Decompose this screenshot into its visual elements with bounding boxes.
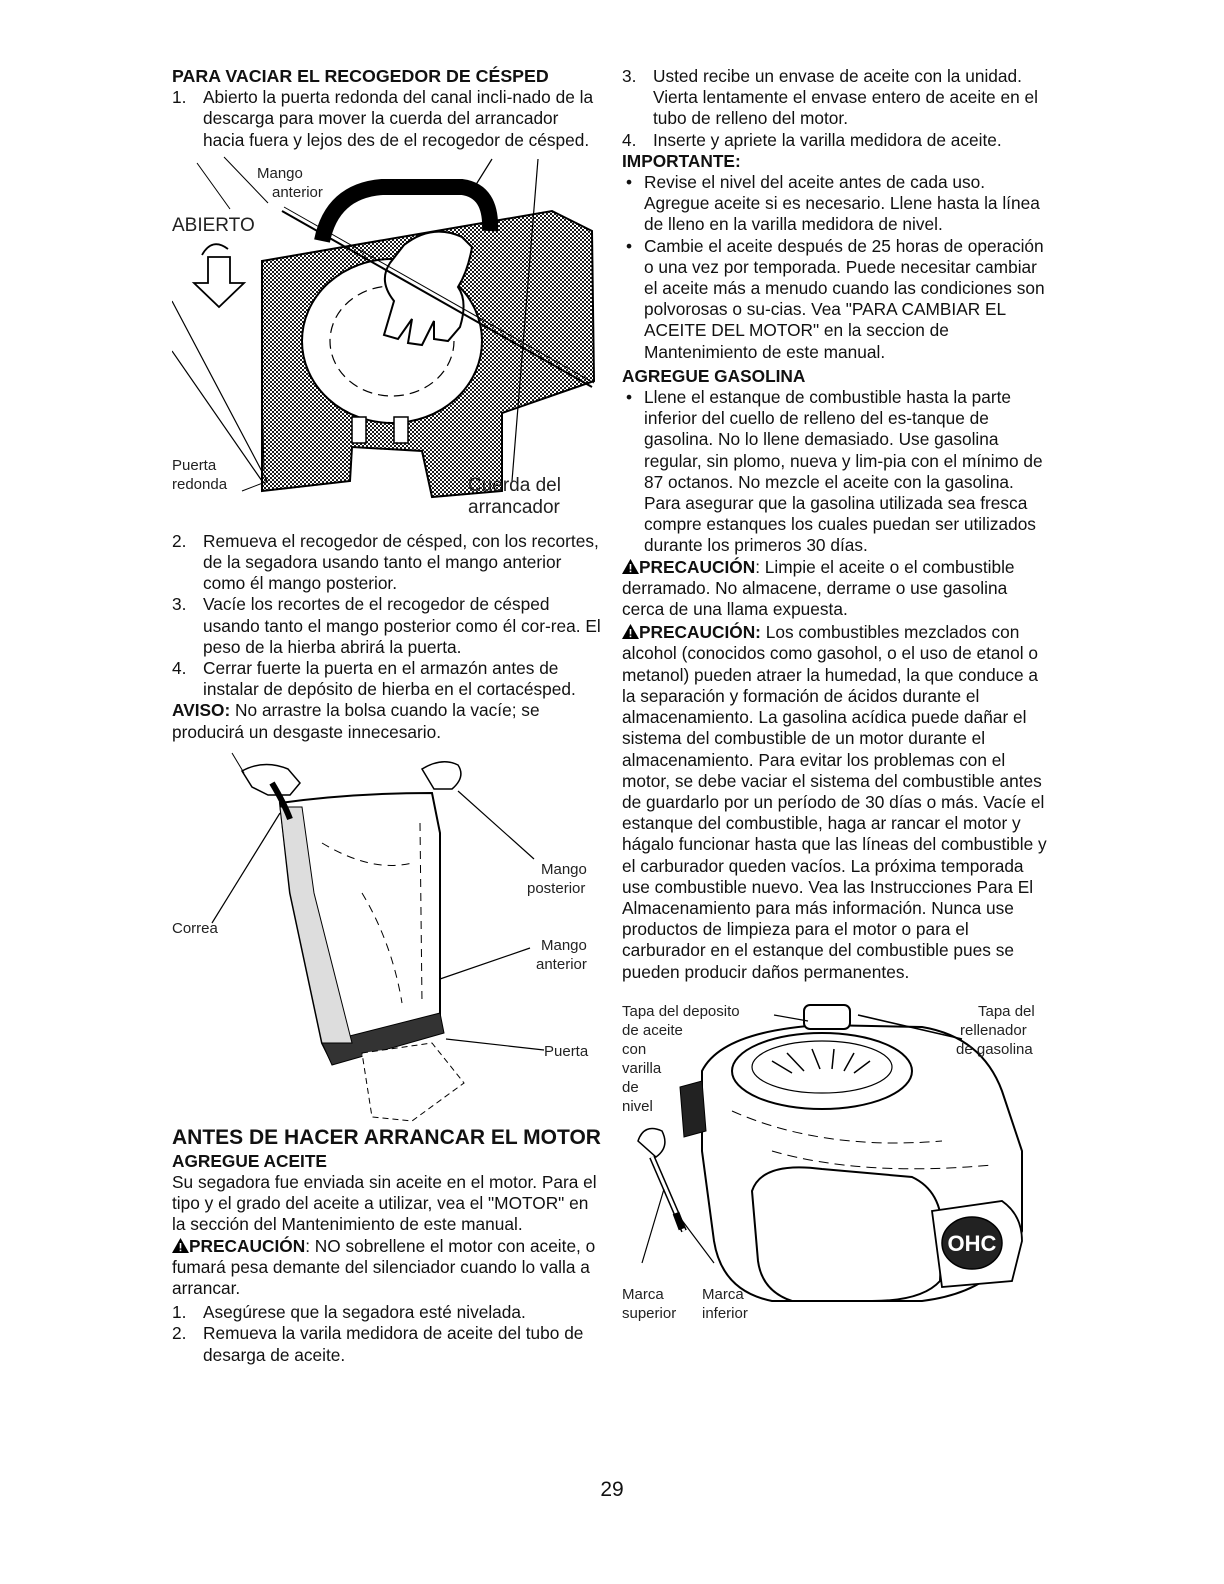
bullet-text: Llene el estanque de combustible hasta la parte inferior del cuello de relleno del es-tanque de gasolina. No lo llene demasiado. Use gasolina regular, sin plomo, nueva y lim-pia con el mínimo de 87 octanos. No mezcle el aceite con la gasolina. Para asegurar que la gasolina utilizada sea fresca compre estanques los cuales puedan ser utilizados durante los primeros 30 días. [644,387,1043,556]
fuel-cap-label-2: rellenador [960,1021,1027,1039]
empty-bag-figure [172,743,602,1126]
fuel-cap-label-3: de gasolina [956,1040,1033,1058]
starter-rope-label: Cuerda del [468,474,561,496]
notice-text: No arrastre la bolsa cuando la vacíe; se producirá un desgaste innecesario. [172,700,540,742]
important-list [622,172,1052,363]
bullet-item [622,172,1052,236]
upper-mark-label-2: superior [622,1304,677,1322]
empty-bag-illustration [172,743,602,1126]
bullet-item [622,236,1052,363]
oil-cap-label-2: de aceite [622,1021,683,1039]
oil-cap-label: Tapa del deposito [622,1002,740,1020]
gas-list [622,387,1052,557]
step-number: 3. [172,594,187,615]
add-gas-heading: AGREGUE GASOLINA [622,365,806,386]
step-text: Vacíe los recortes de el recogedor de césped usando tanto el mango posterior como él cor-rea. El peso de la hierba abrirá la puerta. [203,594,601,657]
before-start-heading: ANTES DE HACER ARRANCAR EL MOTOR [172,1125,601,1149]
step-text: Inserte y apriete la varilla medidora de aceite. [653,129,1002,150]
step-item [622,130,1052,151]
step-item [172,1323,602,1365]
front-handle-label-2: anterior [536,955,587,973]
step-item [172,658,602,700]
step-number: 1. [172,87,187,108]
bullet-dot: • [626,172,633,193]
step-number: 4. [622,129,637,150]
empty-bag-steps-b [172,531,602,701]
lower-mark-label: Marca [702,1285,744,1303]
caution-label: PRECAUCIÓN [639,556,756,577]
round-door-label: Puerta [172,456,217,474]
page-number: 29 [600,1478,624,1501]
step-item [622,66,1052,130]
rear-handle-label: Mango [541,860,587,878]
step-item [172,531,602,595]
add-oil-paragraph: Su segadora fue enviada sin aceite en el motor. Para el tipo y el grado del aceite a utilizar, vea el "MOTOR" en la sección del Mantenimiento de este manual. [172,1172,597,1235]
front-handle-label: Mango [541,936,587,954]
oil-cap-label-4: varilla [622,1059,662,1077]
step-number: 2. [172,1323,187,1344]
step-text: Remueva la varila medidora de aceite del tubo de desarga de aceite. [203,1323,584,1365]
caution-paragraph [622,622,1052,982]
bullet-dot: • [626,387,633,408]
oil-cap-label-5: de [622,1078,639,1096]
chute-door-illustration [172,151,602,531]
step-number: 2. [172,530,187,551]
engine-figure [622,1001,1052,1341]
notice-label: AVISO: [172,700,231,721]
step-item [172,1302,602,1323]
oil-cap-label-6: nivel [622,1097,653,1115]
step-number: 1. [172,1302,187,1323]
step-item [172,594,602,658]
door-label: Puerta [544,1042,589,1060]
starter-rope-label-2: arrancador [468,496,560,518]
caution-paragraph [622,557,1052,621]
fuel-cap-label: Tapa del [978,1002,1035,1020]
caution-text: : NO sobrellene el motor con aceite, o fumará pesa demante del silenciador cuando lo valla a arrancar. [172,1235,596,1299]
caution-text: Los combustibles mezclados con alcohol (conocidos como gasohol, o el uso de etanol o metanol) pueden atraer la humedad, la que conduce a la separación y formación de ácidos durante el almacenamiento. La gasolina acídica puede dañar el sistema del combustible de un motor durante el almacenamiento. Para evitar los problemas con el motor, se debe vaciar el sistema del combustible antes de guardarlo por un período de 30 días o más. Vacíe el estanque del combustible, haga ar rancar el motor y hágalo funcionar hasta que las líneas del combustible y el carburador queden vacíos. La próxima temporada use combustible nuevo. Vea las Instrucciones Para El Almacenamiento para más información. Nunca use productos de limpieza para el motor o para el carburador en el estanque del combustible pues se pueden producir daños permanentes. [622,622,1047,982]
bullet-text: Cambie el aceite después de 25 horas de operación o una vez por temporada. Puede necesitar cambiar el aceite más a menudo cuando las condiciones son polvorosas o su-cias. Vea "PARA CAMBIAR EL ACEITE DEL MOTOR" en la seccion de Mantenimiento de este manual. [644,235,1045,362]
front-handle-label-2: anterior [272,183,323,201]
open-label: ABIERTO [172,214,255,236]
step-text: Usted recibe un envase de aceite con la unidad. Vierta lentamente el envase entero de aceite en el tubo de relleno del motor. [653,66,1038,129]
step-text: Cerrar fuerte la puerta en el armazón antes de instalar de depósito de hierba en el cortacésped. [203,658,576,700]
left-column [172,66,602,1366]
oil-steps-continued [622,66,1052,151]
important-heading: IMPORTANTE: [622,150,741,171]
empty-bag-heading: PARA VACIAR EL RECOGEDOR DE CÉSPED [172,66,549,86]
add-oil-heading: AGREGUE ACEITE [172,1150,327,1171]
caution-label: PRECAUCIÓN [189,1235,306,1256]
right-column [622,66,1052,1341]
front-handle-label: Mango [257,164,303,182]
step-item [172,87,602,151]
step-text: Abierto la puerta redonda del canal incli-nado de la descarga para mover la cuerda del arrancador hacia fuera y lejos des de el recogedor de césped. [203,87,594,150]
round-door-label-2: redonda [172,475,228,493]
warning-icon [622,559,639,574]
caution-paragraph [172,1236,602,1300]
notice-paragraph [172,700,602,742]
caution-label: PRECAUCIÓN: [639,622,761,643]
strap-label: Correa [172,919,218,937]
lower-mark-label-2: inferior [702,1304,748,1322]
warning-icon [172,1238,189,1253]
upper-mark-label: Marca [622,1285,664,1303]
caution-text: : Limpie el aceite o el combustible derramado. No almacene, derrame o use gasolina cerca de una llama expuesta. [622,556,1015,620]
oil-cap-label-3: con [622,1040,647,1058]
bullet-dot: • [626,235,633,256]
add-oil-steps [172,1302,602,1366]
step-number: 3. [622,66,637,86]
ohc-badge-text: OHC [947,1230,997,1256]
bullet-text: Revise el nivel del aceite antes de cada uso. Agregue aceite si es necesario. Llene hasta la línea de lleno en la varilla medidora de nivel. [644,172,1040,235]
warning-icon [622,624,639,639]
chute-door-figure [172,151,602,531]
rear-handle-label-2: posterior [527,879,586,897]
step-number: 4. [172,658,187,679]
bullet-item [622,387,1052,557]
step-text: Asegúrese que la segadora esté nivelada. [203,1302,526,1323]
empty-bag-steps-a [172,87,602,151]
step-text: Remueva el recogedor de césped, con los recortes, de la segadora usando tanto el mango anterior como él mango posterior. [203,530,599,594]
